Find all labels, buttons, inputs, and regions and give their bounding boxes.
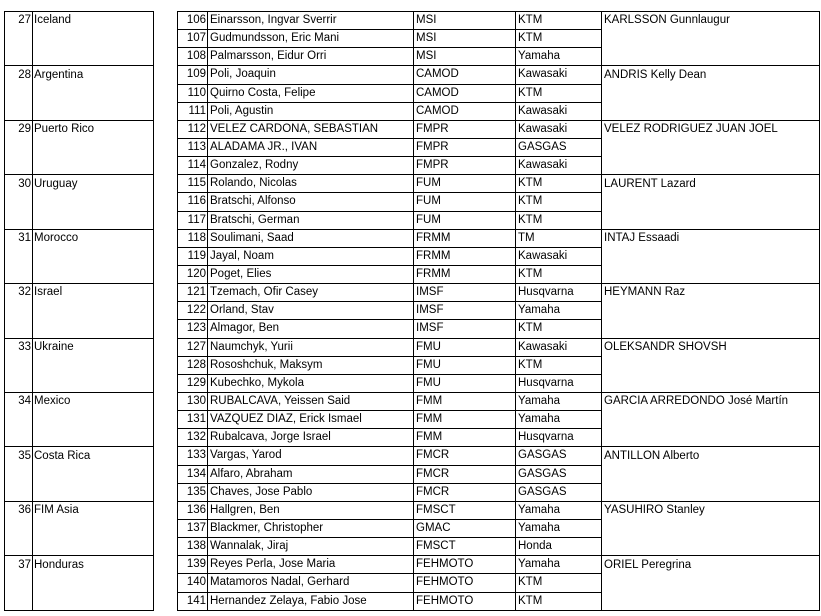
team-rank xyxy=(5,30,33,48)
rider-brand: Yamaha xyxy=(516,48,602,66)
team-manager: ORIEL Peregrina xyxy=(602,556,820,574)
rider-number: 120 xyxy=(178,265,208,283)
spacer xyxy=(154,392,178,410)
table-row xyxy=(5,30,820,48)
rider-name: Kubechko, Mykola xyxy=(208,374,414,392)
rider-number: 123 xyxy=(178,320,208,338)
rider-name: Alfaro, Abraham xyxy=(208,465,414,483)
rider-federation: FUM xyxy=(414,211,516,229)
rider-federation: IMSF xyxy=(414,320,516,338)
rider-number: 130 xyxy=(178,392,208,410)
rider-name: ALADAMA JR., IVAN xyxy=(208,138,414,156)
rider-brand: KTM xyxy=(516,175,602,193)
table-row xyxy=(5,247,820,265)
spacer xyxy=(154,48,178,66)
table-row xyxy=(5,501,820,519)
team-manager: KARLSSON Gunnlaugur xyxy=(602,12,820,30)
rider-federation: MSI xyxy=(414,30,516,48)
rider-brand: Husqvarna xyxy=(516,284,602,302)
team-country xyxy=(33,320,154,338)
rider-name: Jayal, Noam xyxy=(208,247,414,265)
rider-name: Bratschi, German xyxy=(208,211,414,229)
team-country xyxy=(33,138,154,156)
rider-brand: Yamaha xyxy=(516,411,602,429)
rider-name: Quirno Costa, Felipe xyxy=(208,84,414,102)
spacer xyxy=(154,483,178,501)
rider-brand: KTM xyxy=(516,356,602,374)
team-rank: 31 xyxy=(5,229,33,247)
table-row xyxy=(5,66,820,84)
rider-brand: KTM xyxy=(516,265,602,283)
spacer xyxy=(154,429,178,447)
rider-number: 118 xyxy=(178,229,208,247)
rider-number: 129 xyxy=(178,374,208,392)
rider-name: Almagor, Ben xyxy=(208,320,414,338)
rider-name: Hallgren, Ben xyxy=(208,501,414,519)
spacer xyxy=(154,175,178,193)
spacer xyxy=(154,519,178,537)
spacer xyxy=(154,193,178,211)
table-row xyxy=(5,374,820,392)
table-row xyxy=(5,229,820,247)
team-rank xyxy=(5,356,33,374)
spacer xyxy=(154,592,178,610)
team-roster-table xyxy=(4,11,820,611)
team-rank xyxy=(5,302,33,320)
rider-federation: MSI xyxy=(414,48,516,66)
rider-federation: FRMM xyxy=(414,247,516,265)
rider-federation: MSI xyxy=(414,12,516,30)
table-row xyxy=(5,302,820,320)
team-country xyxy=(33,265,154,283)
table-row xyxy=(5,84,820,102)
team-rank: 34 xyxy=(5,392,33,410)
team-manager: HEYMANN Raz xyxy=(602,284,820,302)
rider-name: Palmarsson, Eidur Orri xyxy=(208,48,414,66)
rider-name: Vargas, Yarod xyxy=(208,447,414,465)
rider-name: Hernandez Zelaya, Fabio Jose xyxy=(208,592,414,610)
rider-name: Gonzalez, Rodny xyxy=(208,157,414,175)
rider-federation: FMU xyxy=(414,356,516,374)
rider-federation: FEHMOTO xyxy=(414,592,516,610)
rider-number: 133 xyxy=(178,447,208,465)
rider-number: 128 xyxy=(178,356,208,374)
table-row xyxy=(5,447,820,465)
team-manager xyxy=(602,465,820,483)
rider-brand: GASGAS xyxy=(516,447,602,465)
rider-federation: FMU xyxy=(414,338,516,356)
spacer xyxy=(154,302,178,320)
rider-federation: FRMM xyxy=(414,265,516,283)
rider-federation: CAMOD xyxy=(414,102,516,120)
team-manager: YASUHIRO Stanley xyxy=(602,501,820,519)
rider-number: 117 xyxy=(178,211,208,229)
rider-number: 114 xyxy=(178,157,208,175)
team-manager xyxy=(602,302,820,320)
rider-number: 110 xyxy=(178,84,208,102)
rider-brand: KTM xyxy=(516,592,602,610)
rider-brand: Yamaha xyxy=(516,501,602,519)
table-row xyxy=(5,338,820,356)
rider-number: 141 xyxy=(178,592,208,610)
team-rank: 33 xyxy=(5,338,33,356)
team-manager xyxy=(602,320,820,338)
team-country xyxy=(33,302,154,320)
team-manager xyxy=(602,411,820,429)
rider-federation: FMM xyxy=(414,392,516,410)
rider-name: Reyes Perla, Jose Maria xyxy=(208,556,414,574)
team-rank: 27 xyxy=(5,12,33,30)
rider-number: 132 xyxy=(178,429,208,447)
spacer xyxy=(154,138,178,156)
rider-federation: FUM xyxy=(414,175,516,193)
team-rank xyxy=(5,84,33,102)
rider-number: 131 xyxy=(178,411,208,429)
team-manager xyxy=(602,211,820,229)
team-manager: GARCIA ARREDONDO José Martín xyxy=(602,392,820,410)
rider-name: Poget, Elies xyxy=(208,265,414,283)
rider-brand: Kawasaki xyxy=(516,120,602,138)
team-manager xyxy=(602,157,820,175)
team-rank xyxy=(5,265,33,283)
rider-brand: Yamaha xyxy=(516,392,602,410)
rider-federation: FMSCT xyxy=(414,538,516,556)
spacer xyxy=(154,120,178,138)
team-manager: ANDRIS Kelly Dean xyxy=(602,66,820,84)
team-country: Ukraine xyxy=(33,338,154,356)
team-country: Mexico xyxy=(33,392,154,410)
team-country: Argentina xyxy=(33,66,154,84)
rider-brand: Kawasaki xyxy=(516,247,602,265)
team-manager xyxy=(602,138,820,156)
spacer xyxy=(154,538,178,556)
rider-federation: FMPR xyxy=(414,120,516,138)
rider-name: Wannalak, Jiraj xyxy=(208,538,414,556)
rider-number: 137 xyxy=(178,519,208,537)
team-rank xyxy=(5,211,33,229)
rider-name: RUBALCAVA, Yeissen Said xyxy=(208,392,414,410)
team-rank xyxy=(5,574,33,592)
team-manager: OLEKSANDR SHOVSH xyxy=(602,338,820,356)
spacer xyxy=(154,284,178,302)
rider-brand: KTM xyxy=(516,193,602,211)
rider-number: 108 xyxy=(178,48,208,66)
rider-name: Soulimani, Saad xyxy=(208,229,414,247)
table-row xyxy=(5,284,820,302)
rider-federation: GMAC xyxy=(414,519,516,537)
rider-brand: Husqvarna xyxy=(516,374,602,392)
team-rank xyxy=(5,519,33,537)
team-rank: 35 xyxy=(5,447,33,465)
rider-federation: IMSF xyxy=(414,284,516,302)
table-row xyxy=(5,193,820,211)
team-country: Costa Rica xyxy=(33,447,154,465)
spacer xyxy=(154,66,178,84)
team-country xyxy=(33,84,154,102)
rider-federation: IMSF xyxy=(414,302,516,320)
rider-number: 140 xyxy=(178,574,208,592)
team-country: Morocco xyxy=(33,229,154,247)
team-manager xyxy=(602,538,820,556)
team-manager xyxy=(602,48,820,66)
team-country xyxy=(33,102,154,120)
rider-federation: FRMM xyxy=(414,229,516,247)
team-rank xyxy=(5,592,33,610)
rider-name: Rubalcava, Jorge Israel xyxy=(208,429,414,447)
team-country xyxy=(33,465,154,483)
team-country xyxy=(33,157,154,175)
table-row xyxy=(5,102,820,120)
team-manager xyxy=(602,193,820,211)
rider-federation: FMPR xyxy=(414,157,516,175)
team-rank xyxy=(5,411,33,429)
rider-name: Orland, Stav xyxy=(208,302,414,320)
rider-brand: GASGAS xyxy=(516,138,602,156)
table-row xyxy=(5,12,820,30)
rider-brand: KTM xyxy=(516,574,602,592)
team-country: FIM Asia xyxy=(33,501,154,519)
table-row xyxy=(5,592,820,610)
rider-name: Tzemach, Ofir Casey xyxy=(208,284,414,302)
rider-federation: FMCR xyxy=(414,483,516,501)
rider-brand: KTM xyxy=(516,12,602,30)
spacer xyxy=(154,157,178,175)
team-manager: INTAJ Essaadi xyxy=(602,229,820,247)
rider-number: 106 xyxy=(178,12,208,30)
team-manager xyxy=(602,102,820,120)
rider-brand: Yamaha xyxy=(516,302,602,320)
table-row xyxy=(5,356,820,374)
rider-name: Rolando, Nicolas xyxy=(208,175,414,193)
spacer xyxy=(154,374,178,392)
spacer xyxy=(154,102,178,120)
rider-brand: KTM xyxy=(516,84,602,102)
rider-federation: CAMOD xyxy=(414,66,516,84)
spacer xyxy=(154,265,178,283)
team-rank xyxy=(5,429,33,447)
rider-name: Rososhchuk, Maksym xyxy=(208,356,414,374)
rider-brand: Husqvarna xyxy=(516,429,602,447)
rider-brand: Yamaha xyxy=(516,556,602,574)
rider-federation: FMSCT xyxy=(414,501,516,519)
rider-number: 112 xyxy=(178,120,208,138)
spacer xyxy=(154,211,178,229)
rider-number: 122 xyxy=(178,302,208,320)
team-manager: ANTILLON Alberto xyxy=(602,447,820,465)
rider-brand: Kawasaki xyxy=(516,157,602,175)
rider-federation: FMU xyxy=(414,374,516,392)
table-row xyxy=(5,48,820,66)
team-rank: 37 xyxy=(5,556,33,574)
spacer xyxy=(154,30,178,48)
rider-name: Blackmer, Christopher xyxy=(208,519,414,537)
spacer xyxy=(154,556,178,574)
team-country xyxy=(33,356,154,374)
table-row xyxy=(5,465,820,483)
spacer xyxy=(154,447,178,465)
team-country xyxy=(33,193,154,211)
rider-federation: FMM xyxy=(414,411,516,429)
table-row xyxy=(5,120,820,138)
rider-number: 139 xyxy=(178,556,208,574)
team-rank xyxy=(5,320,33,338)
rider-name: Chaves, Jose Pablo xyxy=(208,483,414,501)
table-row xyxy=(5,556,820,574)
rider-brand: KTM xyxy=(516,30,602,48)
rider-name: Gudmundsson, Eric Mani xyxy=(208,30,414,48)
team-country xyxy=(33,538,154,556)
rider-federation: FUM xyxy=(414,193,516,211)
team-country: Uruguay xyxy=(33,175,154,193)
rider-number: 109 xyxy=(178,66,208,84)
team-manager xyxy=(602,247,820,265)
rider-federation: FMPR xyxy=(414,138,516,156)
team-rank xyxy=(5,157,33,175)
rider-number: 111 xyxy=(178,102,208,120)
team-country: Iceland xyxy=(33,12,154,30)
spacer xyxy=(154,12,178,30)
rider-brand: Kawasaki xyxy=(516,338,602,356)
rider-number: 113 xyxy=(178,138,208,156)
table-row xyxy=(5,320,820,338)
rider-name: VAZQUEZ DIAZ, Erick Ismael xyxy=(208,411,414,429)
table-row xyxy=(5,483,820,501)
team-country xyxy=(33,211,154,229)
rider-number: 107 xyxy=(178,30,208,48)
rider-federation: FMM xyxy=(414,429,516,447)
spacer xyxy=(154,411,178,429)
spacer xyxy=(154,356,178,374)
spacer xyxy=(154,84,178,102)
rider-federation: FMCR xyxy=(414,465,516,483)
team-country xyxy=(33,429,154,447)
table-row xyxy=(5,519,820,537)
rider-federation: CAMOD xyxy=(414,84,516,102)
team-rank xyxy=(5,483,33,501)
rider-number: 116 xyxy=(178,193,208,211)
table-row xyxy=(5,157,820,175)
team-manager xyxy=(602,592,820,610)
spacer xyxy=(154,338,178,356)
team-rank: 29 xyxy=(5,120,33,138)
table-row xyxy=(5,429,820,447)
team-manager xyxy=(602,574,820,592)
table-row xyxy=(5,138,820,156)
rider-brand: GASGAS xyxy=(516,465,602,483)
spacer xyxy=(154,465,178,483)
table-row xyxy=(5,392,820,410)
team-rank xyxy=(5,538,33,556)
team-manager xyxy=(602,356,820,374)
table-row xyxy=(5,211,820,229)
rider-number: 127 xyxy=(178,338,208,356)
team-rank xyxy=(5,465,33,483)
spacer xyxy=(154,247,178,265)
table-row xyxy=(5,574,820,592)
team-manager xyxy=(602,519,820,537)
team-manager xyxy=(602,429,820,447)
team-country xyxy=(33,48,154,66)
rider-number: 135 xyxy=(178,483,208,501)
rider-number: 115 xyxy=(178,175,208,193)
rider-brand: Kawasaki xyxy=(516,102,602,120)
spacer xyxy=(154,229,178,247)
team-rank xyxy=(5,138,33,156)
team-rank xyxy=(5,193,33,211)
team-country: Puerto Rico xyxy=(33,120,154,138)
team-country xyxy=(33,411,154,429)
team-manager xyxy=(602,84,820,102)
team-rank: 32 xyxy=(5,284,33,302)
roster-body xyxy=(5,12,820,611)
team-rank: 28 xyxy=(5,66,33,84)
rider-brand: TM xyxy=(516,229,602,247)
team-country: Honduras xyxy=(33,556,154,574)
rider-brand: KTM xyxy=(516,320,602,338)
rider-name: Poli, Joaquin xyxy=(208,66,414,84)
team-country xyxy=(33,374,154,392)
team-manager xyxy=(602,483,820,501)
team-manager xyxy=(602,30,820,48)
rider-name: Matamoros Nadal, Gerhard xyxy=(208,574,414,592)
rider-brand: Yamaha xyxy=(516,519,602,537)
rider-brand: GASGAS xyxy=(516,483,602,501)
rider-name: Naumchyk, Yurii xyxy=(208,338,414,356)
team-rank xyxy=(5,48,33,66)
team-manager xyxy=(602,374,820,392)
rider-brand: KTM xyxy=(516,211,602,229)
rider-number: 134 xyxy=(178,465,208,483)
team-country xyxy=(33,574,154,592)
team-rank xyxy=(5,374,33,392)
team-country xyxy=(33,519,154,537)
rider-federation: FEHMOTO xyxy=(414,556,516,574)
spacer xyxy=(154,501,178,519)
rider-number: 119 xyxy=(178,247,208,265)
team-country xyxy=(33,30,154,48)
team-rank xyxy=(5,102,33,120)
table-row xyxy=(5,538,820,556)
team-rank xyxy=(5,247,33,265)
team-country: Israel xyxy=(33,284,154,302)
rider-brand: Kawasaki xyxy=(516,66,602,84)
team-country xyxy=(33,483,154,501)
table-row xyxy=(5,175,820,193)
rider-number: 121 xyxy=(178,284,208,302)
team-manager xyxy=(602,265,820,283)
rider-name: VELEZ CARDONA, SEBASTIAN xyxy=(208,120,414,138)
spacer xyxy=(154,320,178,338)
rider-name: Bratschi, Alfonso xyxy=(208,193,414,211)
table-row xyxy=(5,411,820,429)
team-country xyxy=(33,247,154,265)
rider-federation: FEHMOTO xyxy=(414,574,516,592)
rider-name: Poli, Agustin xyxy=(208,102,414,120)
rider-name: Einarsson, Ingvar Sverrir xyxy=(208,12,414,30)
rider-number: 136 xyxy=(178,501,208,519)
rider-federation: FMCR xyxy=(414,447,516,465)
team-manager: VELEZ RODRIGUEZ JUAN JOEL xyxy=(602,120,820,138)
team-country xyxy=(33,592,154,610)
rider-brand: Honda xyxy=(516,538,602,556)
rider-number: 138 xyxy=(178,538,208,556)
table-row xyxy=(5,265,820,283)
spacer xyxy=(154,574,178,592)
team-rank: 36 xyxy=(5,501,33,519)
team-rank: 30 xyxy=(5,175,33,193)
team-manager: LAURENT Lazard xyxy=(602,175,820,193)
